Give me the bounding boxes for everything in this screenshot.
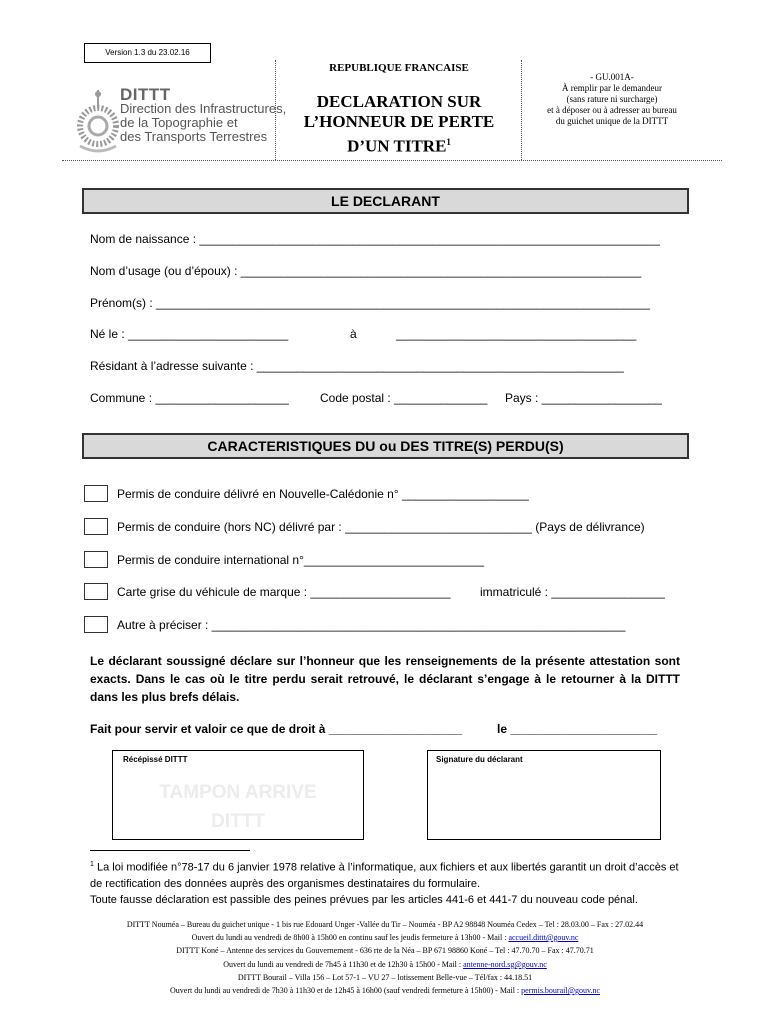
usage-name-field[interactable]: Nom d’usage (ou d’époux) : ____________________________________________________________ bbox=[90, 264, 642, 278]
mail-link-kone[interactable]: antenne-nord.sg@gouv.nc bbox=[463, 960, 547, 969]
version-label: Version 1.3 du 23.02.16 bbox=[84, 43, 211, 63]
footnote-text-1: $^1$ La loi modifiée n°78-17 du 6 janvier 1978 relative à l’informatique, aux fichiers et aux libertés garantit un droit d’accès et de rectification des données auprès des organismes destinataires du formulaire. bbox=[90, 861, 679, 890]
signature-box[interactable] bbox=[427, 750, 661, 840]
first-name-field[interactable]: Prénom(s) : __________________________________________________________________________ bbox=[90, 296, 650, 310]
footer-noumea-address: DITTT Nouméa – Bureau du guichet unique - 1 bis rue Edouard Unger -Vallée du Tir – Nouméa - BP A2 98848 Nouméa Cedex – Tel : 28.03.00 – Fax : 27.02.44 bbox=[126, 920, 644, 929]
receipt-label: Récépissé DITTT bbox=[123, 755, 188, 764]
footer-kone-hours: Ouvert du lundi au vendredi de 7h45 à 11h30 et de 12h30 à 15h00 - Mail : antenne-nord.sg@gouv.nc bbox=[223, 960, 547, 969]
mail-link-bourail[interactable]: permis.bourail@gouv.nc bbox=[521, 986, 600, 995]
address-field[interactable]: Résidant à l’adresse suivante : _______________________________________________________ bbox=[90, 359, 624, 373]
permis-nc-field[interactable]: Permis de conduire délivré en Nouvelle-Calédonie n° ___________________ bbox=[117, 487, 529, 501]
republic-label: REPUBLIQUE FRANCAISE bbox=[329, 62, 469, 74]
carte-grise-field[interactable]: Carte grise du véhicule de marque : _____________________ bbox=[117, 585, 451, 599]
country-field[interactable]: Pays : __________________ bbox=[505, 391, 662, 405]
section-titles-title: CARACTERISTIQUES DU ou DES TITRE(S) PERDU(S) bbox=[82, 433, 689, 459]
instruction-line-1: À remplir par le demandeur bbox=[562, 83, 662, 93]
birth-name-field[interactable]: Nom de naissance : _____________________________________________________________________ bbox=[90, 232, 660, 246]
logo-brand: DITTT bbox=[120, 85, 171, 104]
header-divider-left bbox=[275, 60, 276, 160]
section-declarant-title: LE DECLARANT bbox=[82, 188, 689, 214]
immatricule-field[interactable]: immatriculé : _________________ bbox=[480, 585, 665, 599]
signature-label: Signature du déclarant bbox=[436, 755, 523, 764]
footer-bourail-hours: Ouvert du lundi au vendredi de 7h30 à 11h30 et de 12h45 à 16h00 (sauf vendredi fermeture à 15h00) - Mail : permis.bourail@gouv.nc bbox=[169, 986, 600, 995]
footer-noumea-hours: Ouvert du lundi au vendredi de 8h00 à 15h00 en continu sauf les jeudis fermeture à 13h00 - Mail : accueil.dittt@gouv.nc bbox=[191, 933, 579, 942]
header-right bbox=[524, 72, 700, 127]
footer-bourail-address: DITTT Bourail – Villa 156 – Lot 57-1 – VU 27 – lotissement Belle-vue – Tél/fax : 44.18.51 bbox=[237, 973, 533, 982]
birth-date-field[interactable]: Né le : ________________________ bbox=[90, 327, 289, 341]
title-footnote-mark: 1 bbox=[446, 137, 451, 147]
birth-place-field[interactable]: ____________________________________ bbox=[396, 327, 637, 341]
receipt-box bbox=[112, 750, 364, 840]
title-line-1: DECLARATION SUR bbox=[316, 92, 482, 111]
fait-pour-field[interactable]: Fait pour servir et valoir ce que de droit à ____________________ bbox=[90, 722, 463, 736]
stamp-watermark: TAMPON ARRIVE DITTT bbox=[159, 782, 317, 832]
dittt-logo-icon bbox=[70, 86, 122, 158]
permis-international-field[interactable]: Permis de conduire international n°___________________________ bbox=[117, 553, 485, 567]
logo-text bbox=[120, 85, 287, 144]
header-bottom-rule bbox=[62, 160, 722, 161]
mail-link-noumea[interactable]: accueil.dittt@gouv.nc bbox=[508, 933, 579, 942]
date-field[interactable]: le ______________________ bbox=[497, 722, 658, 736]
document-title bbox=[278, 92, 520, 157]
logo-line-2: de la Topographie et bbox=[120, 115, 238, 130]
form-code: - GU.001A- bbox=[590, 72, 634, 82]
logo-line-3: des Transports Terrestres bbox=[120, 129, 268, 144]
header-center bbox=[278, 60, 520, 157]
commune-field[interactable]: Commune : ____________________ bbox=[90, 391, 289, 405]
permis-hors-nc-field[interactable]: Permis de conduire (hors NC) délivré par : ____________________________ (Pays de délivrance) bbox=[117, 520, 645, 534]
instruction-line-4: du guichet unique de la DITTT bbox=[555, 116, 669, 126]
checkbox-permis-hors-nc[interactable] bbox=[84, 518, 108, 535]
postal-code-field[interactable]: Code postal : ______________ bbox=[320, 391, 488, 405]
footnote bbox=[90, 857, 685, 908]
title-line-2: L’HONNEUR DE PERTE bbox=[303, 112, 495, 131]
footer-kone-address: DITTT Koné – Antenne des services du Gouvernement - 636 rte de la Néa – BP 671 98860 Koné – Tel : 47.70.70 – Fax : 47.70.71 bbox=[176, 946, 594, 955]
checkbox-permis-nc[interactable] bbox=[84, 485, 108, 502]
instruction-line-2: (sans rature ni surcharge) bbox=[566, 94, 658, 104]
footnote-text-2: Toute fausse déclaration est passible des peines prévues par les articles 441-6 et 441-7 du nouveau code pénal. bbox=[90, 893, 638, 906]
instruction-line-3: et à déposer ou à adresser au bureau bbox=[547, 105, 677, 115]
birth-place-label: à bbox=[350, 327, 357, 341]
footnote-rule bbox=[90, 850, 250, 851]
checkbox-autre[interactable] bbox=[84, 616, 108, 633]
checkbox-carte-grise[interactable] bbox=[84, 583, 108, 600]
title-line-3: D’UN TITRE$^1$ bbox=[347, 136, 451, 156]
autre-field[interactable]: Autre à préciser : ______________________________________________________________ bbox=[117, 618, 626, 632]
footnote-mark: 1 bbox=[90, 861, 94, 868]
checkbox-permis-international[interactable] bbox=[84, 551, 108, 568]
header-divider-right bbox=[521, 60, 522, 160]
declaration-paragraph: Le déclarant soussigné déclare sur l’honneur que les renseignements de la présente attestation sont exacts. Dans le cas où le titre perdu serait retrouvé, le déclarant s’engage à le retourner à la DITTT dans les plus brefs délais. bbox=[90, 654, 680, 704]
logo-line-1: Direction des Infrastructures, bbox=[120, 101, 287, 116]
